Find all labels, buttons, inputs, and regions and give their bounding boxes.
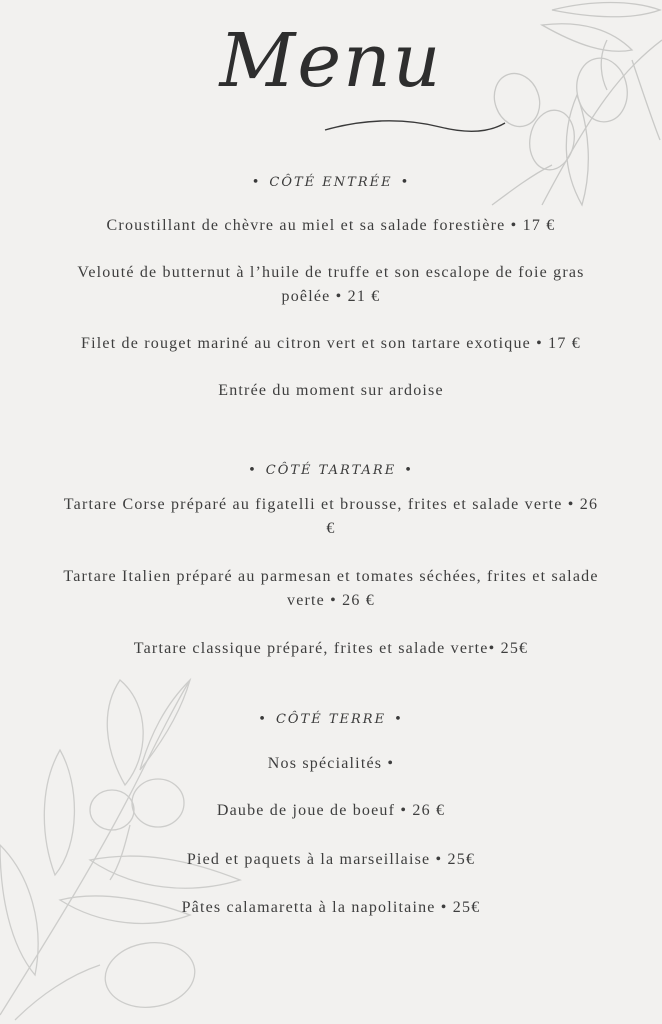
menu-item: Entrée du moment sur ardoise [218,382,444,399]
bullet: • [251,175,262,190]
section-heading-label: CÔTÉ TERRE [275,712,387,727]
menu-item: Croustillant de chèvre au miel et sa salade forestière • 17 € [106,217,556,234]
menu-item: Filet de rouget mariné au citron vert et son tartare exotique • 17 € [81,335,581,352]
bullet: • [404,463,414,478]
menu-title: Menu [219,18,443,104]
section-heading-label: CÔTÉ ENTRÉE [269,175,393,190]
menu-item: Nos spécialités • [267,755,395,772]
section-heading [0,462,662,480]
menu-item: Pâtes calamaretta à la napolitaine • 25€ [181,899,481,916]
menu-item: Velouté de butternut à l’huile de truffe et son escalope de foie gras poêlée • 21 € [77,264,585,305]
section-cote-terre [0,711,662,729]
bullet: • [258,712,268,727]
menu-item: Tartare Italien préparé au parmesan et tomates séchées, frites et salade verte • 26 € [63,568,599,609]
menu-item: Tartare Corse préparé au figatelli et brousse, frites et salade verte • 26 € [63,496,599,537]
section-cote-tartare [0,462,662,480]
section-cote-entree [0,174,662,192]
bullet: • [400,175,411,190]
section-heading [0,174,662,192]
section-heading-label: CÔTÉ TARTARE [265,463,397,478]
bullet: • [248,463,258,478]
menu-item: Daube de joue de boeuf • 26 € [216,802,446,819]
menu-item: Tartare classique préparé, frites et salade verte• 25€ [133,640,529,657]
menu-item: Pied et paquets à la marseillaise • 25€ [186,851,476,868]
bullet: • [394,712,404,727]
section-heading [0,711,662,729]
menu-header [0,0,662,150]
title-flourish-icon [320,105,510,145]
